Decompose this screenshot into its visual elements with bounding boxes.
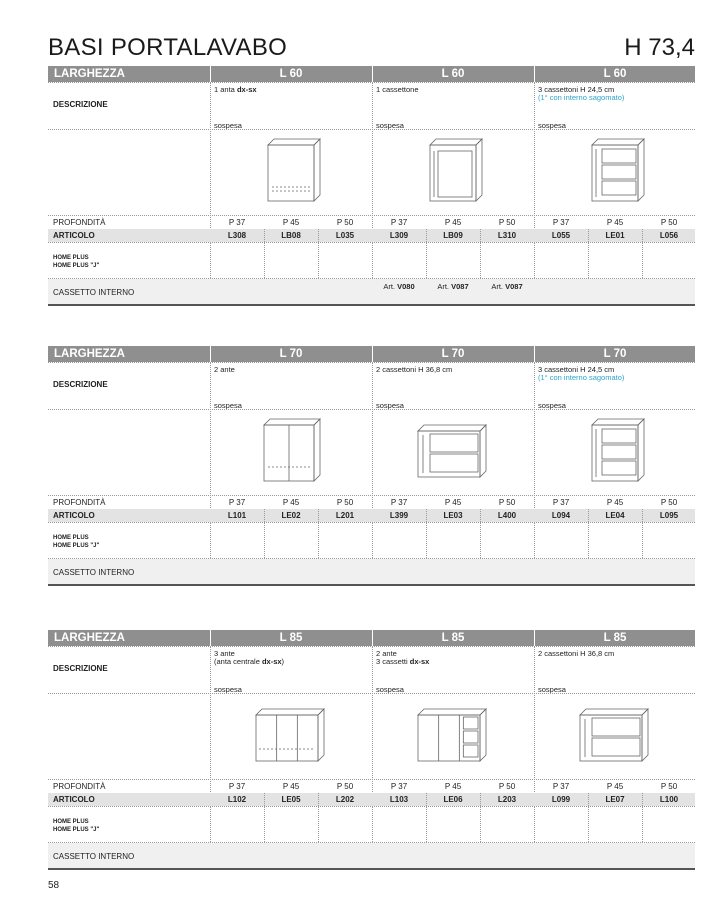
cassetto-code: V087	[505, 282, 523, 291]
home-plus-label-1: HOME PLUS	[53, 535, 89, 541]
description-note: (1° con interno sagomato)	[538, 373, 625, 382]
home-plus-label	[53, 818, 99, 834]
depth-value: P 45	[444, 218, 462, 227]
depth-value: P 50	[498, 782, 516, 791]
profondita-label: PROFONDITÀ	[53, 218, 106, 227]
article-code: L201	[335, 511, 355, 520]
doors-and-drawers-cabinet-icon	[418, 709, 486, 761]
description-line-2: (anta centrale	[214, 657, 262, 666]
width-value: L 60	[603, 68, 627, 80]
profondita-row	[48, 216, 695, 229]
profondita-row	[48, 496, 695, 509]
description-text	[214, 86, 257, 94]
home-plus-label-2: HOME PLUS "J"	[53, 827, 100, 833]
width-value: L 60	[441, 68, 465, 80]
home-plus-label-2: HOME PLUS "J"	[53, 263, 100, 269]
sospesa-label: sospesa	[538, 685, 566, 694]
header-divider	[210, 630, 211, 646]
description-bold: dx-sx	[261, 657, 282, 666]
cabinet-drawing	[534, 409, 696, 494]
article-code: L309	[389, 231, 409, 240]
description-text	[214, 650, 284, 666]
description-text	[538, 86, 624, 102]
section-bottom-rule	[48, 868, 695, 870]
depth-value: P 50	[660, 218, 678, 227]
profondita-label: PROFONDITÀ	[53, 498, 106, 507]
depth-value: P 37	[228, 218, 246, 227]
row-divider	[48, 522, 695, 523]
article-code: L099	[551, 795, 571, 804]
cabinet-drawing	[210, 693, 372, 778]
description-text	[538, 650, 614, 658]
home-plus-label	[53, 254, 99, 270]
article-code: L035	[335, 231, 355, 240]
article-code: L202	[335, 795, 355, 804]
header-divider	[210, 346, 211, 362]
cassetto-code: V087	[451, 282, 469, 291]
page-number: 58	[48, 880, 60, 891]
header-divider	[534, 346, 535, 362]
article-code: L101	[227, 511, 247, 520]
section-bottom-rule	[48, 584, 695, 586]
header-divider	[372, 630, 373, 646]
cassetto-prefix: Art.	[437, 282, 452, 291]
larghezza-label: LARGHEZZA	[54, 632, 125, 644]
description-close: )	[281, 657, 285, 666]
1-drawer-cabinet-icon	[430, 139, 482, 201]
home-plus-label	[53, 534, 99, 550]
product-section	[48, 346, 695, 586]
article-code: L102	[227, 795, 247, 804]
depth-value: P 37	[390, 218, 408, 227]
page-title: BASI PORTALAVABO	[48, 34, 288, 61]
article-code: L308	[227, 231, 247, 240]
cabinet-drawing	[534, 693, 696, 778]
depth-value: P 45	[606, 498, 624, 507]
descrizione-label: DESCRIZIONE	[53, 664, 108, 673]
width-value: L 85	[441, 632, 465, 644]
description-text	[376, 366, 452, 374]
article-code: LE05	[281, 795, 301, 804]
width-header-bar	[48, 346, 695, 362]
description-bold: dx-sx	[236, 85, 257, 94]
sospesa-label: sospesa	[538, 121, 566, 130]
header-divider	[210, 66, 211, 82]
3-door-cabinet-icon	[256, 709, 324, 761]
width-value: L 60	[279, 68, 303, 80]
depth-value: P 50	[336, 218, 354, 227]
cassetto-row	[48, 279, 695, 304]
description-line: 3 ante	[214, 649, 235, 658]
width-value: L 70	[279, 348, 303, 360]
depth-value: P 50	[498, 218, 516, 227]
descrizione-label: DESCRIZIONE	[53, 380, 108, 389]
cassetto-label: CASSETTO INTERNO	[53, 852, 135, 861]
section-bottom-rule	[48, 304, 695, 306]
article-code: L203	[497, 795, 517, 804]
depth-value: P 50	[336, 782, 354, 791]
home-plus-label-2: HOME PLUS "J"	[53, 543, 100, 549]
cassetto-article	[426, 282, 480, 291]
depth-value: P 45	[606, 782, 624, 791]
cassetto-prefix: Art.	[383, 282, 398, 291]
article-code: LE07	[605, 795, 625, 804]
sospesa-label: sospesa	[376, 685, 404, 694]
description-line: 3 cassettoni H 24,5 cm	[538, 85, 615, 94]
article-code: LE01	[605, 231, 625, 240]
cabinet-drawing	[210, 409, 372, 494]
depth-value: P 45	[444, 782, 462, 791]
articolo-label: ARTICOLO	[53, 511, 95, 520]
home-plus-row	[48, 243, 695, 278]
home-plus-row	[48, 523, 695, 558]
header-divider	[534, 630, 535, 646]
description-line-2: 3 cassetti	[376, 657, 410, 666]
cassetto-row	[48, 559, 695, 584]
cassetto-article	[372, 282, 426, 291]
cabinet-drawing	[372, 693, 534, 778]
description-line: 1 cassettone	[376, 85, 419, 94]
cabinet-drawing	[372, 129, 534, 214]
cassetto-code: V080	[397, 282, 415, 291]
depth-value: P 45	[282, 782, 300, 791]
description-text	[538, 366, 624, 382]
article-code: L095	[659, 511, 679, 520]
article-code: LB08	[281, 231, 301, 240]
home-plus-label-1: HOME PLUS	[53, 255, 89, 261]
sospesa-label: sospesa	[376, 401, 404, 410]
article-code: L055	[551, 231, 571, 240]
depth-value: P 50	[660, 782, 678, 791]
2-door-cabinet-icon	[264, 419, 320, 481]
2-drawer-cabinet-icon	[580, 709, 648, 761]
header-divider	[372, 346, 373, 362]
depth-value: P 45	[282, 498, 300, 507]
depth-value: P 37	[552, 782, 570, 791]
cabinet-drawing	[372, 409, 534, 494]
depth-value: P 50	[660, 498, 678, 507]
article-code: L100	[659, 795, 679, 804]
article-code: LE04	[605, 511, 625, 520]
description-line: 3 cassettoni H 24,5 cm	[538, 365, 615, 374]
depth-value: P 37	[552, 218, 570, 227]
depth-value: P 37	[390, 498, 408, 507]
depth-value: P 37	[390, 782, 408, 791]
cabinet-drawing	[210, 129, 372, 214]
home-plus-label-1: HOME PLUS	[53, 819, 89, 825]
header-divider	[372, 66, 373, 82]
article-code: L310	[497, 231, 517, 240]
depth-value: P 50	[498, 498, 516, 507]
description-line: 2 cassettoni H 36,8 cm	[538, 649, 615, 658]
larghezza-label: LARGHEZZA	[54, 348, 125, 360]
row-divider	[48, 242, 695, 243]
description-text	[376, 86, 419, 94]
description-line: 2 ante	[214, 365, 235, 374]
sospesa-label: sospesa	[214, 401, 242, 410]
depth-value: P 50	[336, 498, 354, 507]
article-code: LB09	[443, 231, 463, 240]
articolo-label: ARTICOLO	[53, 231, 95, 240]
row-divider	[48, 806, 695, 807]
3-drawer-cabinet-icon	[592, 419, 644, 481]
3-drawer-cabinet-icon	[592, 139, 644, 201]
header-divider	[534, 66, 535, 82]
depth-value: P 45	[282, 218, 300, 227]
description-note: (1° con interno sagomato)	[538, 93, 625, 102]
page-header	[48, 34, 695, 64]
2-drawer-cabinet-icon	[418, 425, 486, 477]
larghezza-label: LARGHEZZA	[54, 68, 125, 80]
description-text	[376, 650, 429, 666]
width-value: L 70	[603, 348, 627, 360]
cassetto-row	[48, 843, 695, 868]
cassetto-label: CASSETTO INTERNO	[53, 288, 135, 297]
sospesa-label: sospesa	[214, 685, 242, 694]
depth-value: P 37	[228, 782, 246, 791]
width-value: L 85	[603, 632, 627, 644]
articolo-label: ARTICOLO	[53, 795, 95, 804]
article-code: L399	[389, 511, 409, 520]
1-door-cabinet-icon	[268, 139, 320, 201]
articolo-row	[48, 509, 695, 522]
article-code: LE06	[443, 795, 463, 804]
article-code: L094	[551, 511, 571, 520]
width-value: L 85	[279, 632, 303, 644]
description-text	[214, 366, 235, 374]
home-plus-row	[48, 807, 695, 842]
description-line: 2 ante	[376, 649, 397, 658]
article-code: L103	[389, 795, 409, 804]
cassetto-label: CASSETTO INTERNO	[53, 568, 135, 577]
sospesa-label: sospesa	[214, 121, 242, 130]
article-code: LE03	[443, 511, 463, 520]
descrizione-label: DESCRIZIONE	[53, 100, 108, 109]
article-code: L400	[497, 511, 517, 520]
product-section	[48, 630, 695, 870]
cassetto-article	[480, 282, 534, 291]
articolo-row	[48, 229, 695, 242]
product-section	[48, 66, 695, 306]
article-code: L056	[659, 231, 679, 240]
description-line: 1 anta	[214, 85, 237, 94]
article-code: LE02	[281, 511, 301, 520]
depth-value: P 45	[606, 218, 624, 227]
profondita-label: PROFONDITÀ	[53, 782, 106, 791]
cassetto-prefix: Art.	[491, 282, 506, 291]
width-header-bar	[48, 66, 695, 82]
width-value: L 70	[441, 348, 465, 360]
description-line: 2 cassettoni H 36,8 cm	[376, 365, 453, 374]
cabinet-drawing	[534, 129, 696, 214]
description-bold: dx-sx	[409, 657, 430, 666]
width-header-bar	[48, 630, 695, 646]
height-label: H 73,4	[624, 34, 695, 61]
articolo-row	[48, 793, 695, 806]
sospesa-label: sospesa	[538, 401, 566, 410]
profondita-row	[48, 780, 695, 793]
depth-value: P 37	[552, 498, 570, 507]
depth-value: P 37	[228, 498, 246, 507]
depth-value: P 45	[444, 498, 462, 507]
sospesa-label: sospesa	[376, 121, 404, 130]
